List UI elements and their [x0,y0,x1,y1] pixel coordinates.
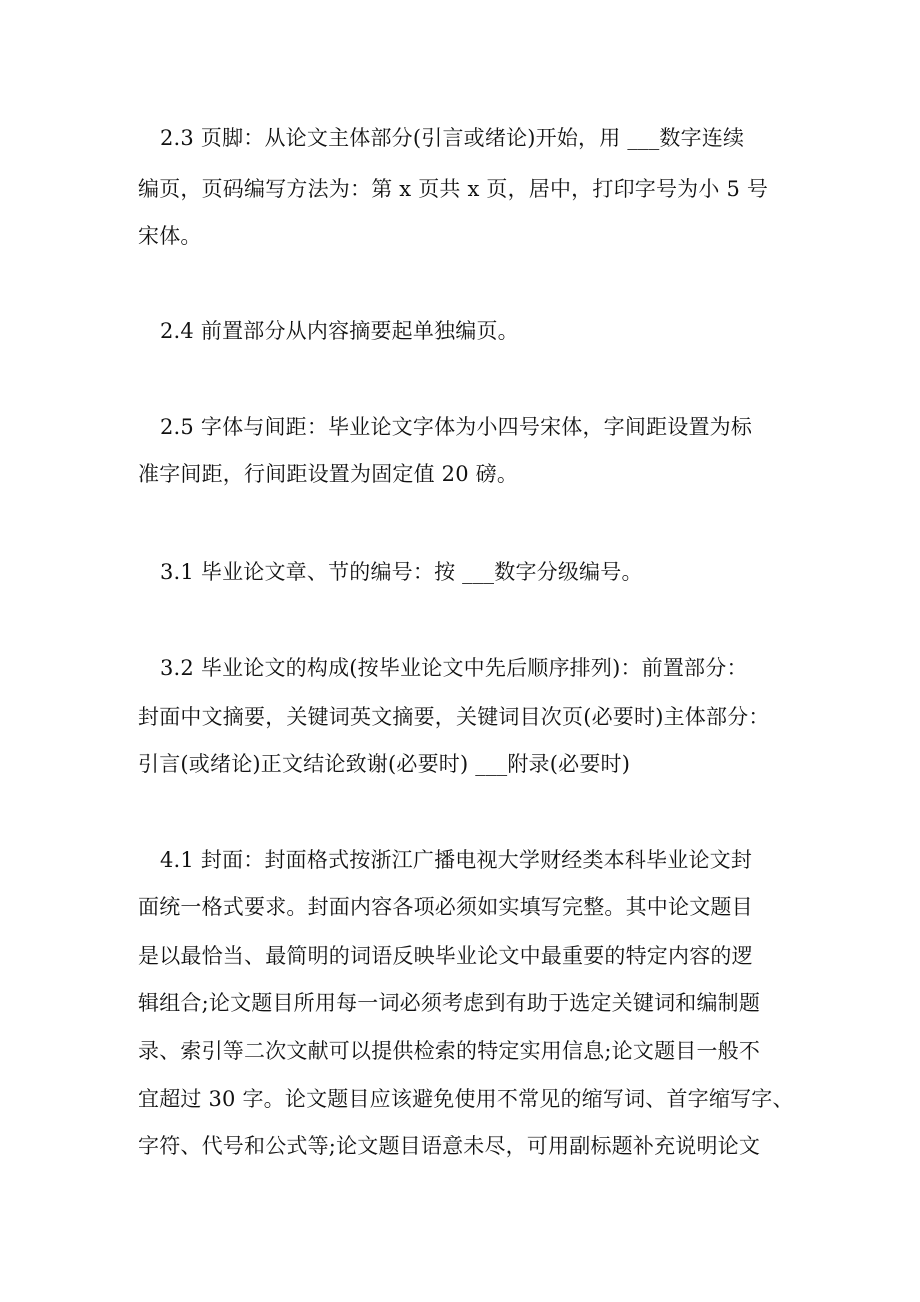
paragraph-line: 引言(或绪论)正文结论致谢(必要时) ___附录(必要时) [138,752,631,776]
paragraph-line: 准字间距，行间距设置为固定值 20 磅。 [138,462,519,486]
paragraph-line: 2.4 前置部分从内容摘要起单独编页。 [160,319,519,343]
paragraph-line: 是以最恰当、最简明的词语反映毕业论文中最重要的特定内容的逻 [138,944,753,968]
paragraph-line: 面统一格式要求。封面内容各项必须如实填写完整。其中论文题目 [138,895,753,919]
paragraph-line: 2.3 页脚：从论文主体部分(引言或绪论)开始，用 ___数字连续 [160,126,745,150]
paragraph-line: 字符、代号和公式等;论文题目语意未尽，可用副标题补充说明论文 [138,1134,761,1158]
paragraph-line: 辑组合;论文题目所用每一词必须考虑到有助于选定关键词和编制题 [138,991,761,1015]
paragraph-line: 封面中文摘要，关键词英文摘要，关键词目次页(必要时)主体部分： [138,705,770,729]
paragraph-line: 录、索引等二次文献可以提供检索的特定实用信息;论文题目一般不 [138,1039,761,1063]
paragraph-line: 3.2 毕业论文的构成(按毕业论文中先后顺序排列)：前置部分： [160,656,748,680]
paragraph-line: 宋体。 [138,224,202,248]
paragraph-line: 编页，页码编写方法为：第 x 页共 x 页，居中，打印字号为小 5 号 [138,177,769,201]
paragraph-line: 2.5 字体与间距：毕业论文字体为小四号宋体，字间距设置为标 [160,415,753,439]
paragraph-line: 宜超过 30 字。论文题目应该避免使用不常见的缩写词、首字缩写字、 [138,1087,794,1111]
paragraph-line: 4.1 封面：封面格式按浙江广播电视大学财经类本科毕业论文封 [160,848,753,872]
paragraph-line: 3.1 毕业论文章、节的编号：按 ___数字分级编号。 [160,560,643,584]
